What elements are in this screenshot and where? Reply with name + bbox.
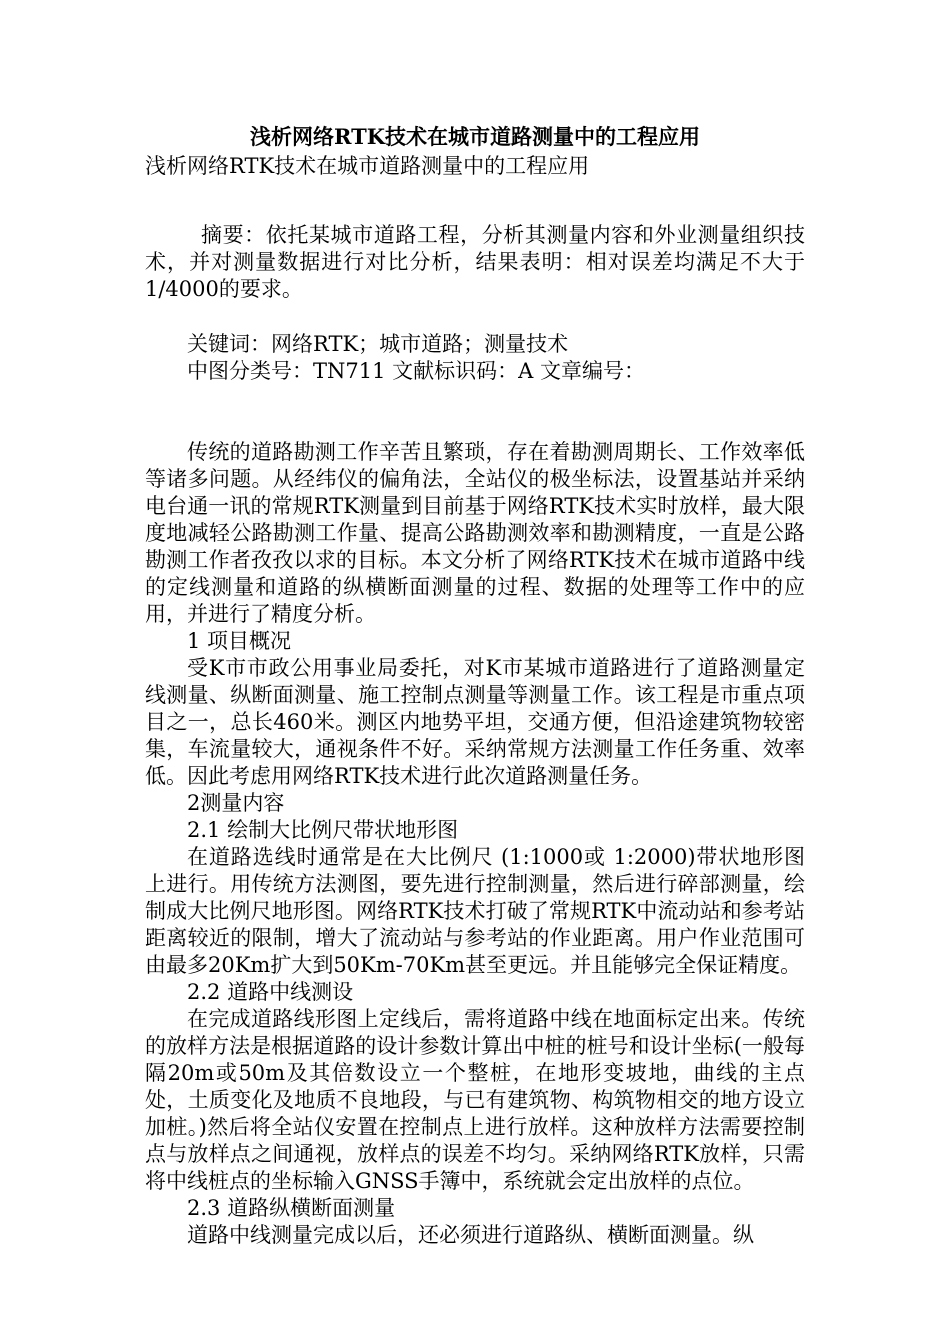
section-1-paragraph: 受K市市政公用事业局委托，对K市某城市道路进行了道路测量定线测量、纵断面测量、施工控制点测量等测量工作。该工程是市重点项目之一，总长460米。测区内地势平坦，交通方便，但沿途建筑物较密集，车流量较大，通视条件不好。采纳常规方法测量工作任务重、效率低。因此考虑用网络RTK技术进行此次道路测量任务。 bbox=[145, 656, 805, 788]
keywords: 关键词：网络RTK；城市道路；测量技术 bbox=[187, 332, 569, 356]
section-2-3-paragraph: 道路中线测量完成以后，还必须进行道路纵、横断面测量。纵 bbox=[187, 1223, 754, 1247]
section-2-2-heading: 2.2 道路中线测设 bbox=[187, 980, 354, 1004]
section-1-heading: 1 项目概况 bbox=[187, 629, 292, 653]
intro-paragraph: 传统的道路勘测工作辛苦且繁琐，存在着勘测周期长、工作效率低等诸多问题。从经纬仪的偏角法，全站仪的极坐标法，设置基站并采纳电台通一讯的常规RTK测量到目前基于网络RTK技术实时放样，最大限度地减轻公路勘测工作量、提高公路勘测效率和勘测精度，一直是公路勘测工作者孜孜以求的目标。本文分析了网络RTK技术在城市道路中线的定线测量和道路的纵横断面测量的过程、数据的处理等工作中的应用，并进行了精度分析。 bbox=[145, 440, 805, 626]
classification-line: 中图分类号：TN711 文献标识码：A 文章编号： bbox=[187, 359, 645, 383]
section-2-1-heading: 2.1 绘制大比例尺带状地形图 bbox=[187, 818, 459, 842]
document-title: 浅析网络RTK技术在城市道路测量中的工程应用 bbox=[250, 124, 700, 149]
section-2-2-paragraph: 在完成道路线形图上定线后，需将道路中线在地面标定出来。传统的放样方法是根据道路的设计参数计算出中桩的桩号和设计坐标(一般每隔20m或50m及其倍数设立一个整桩，在地形变坡地，曲线的主点处，土质变化及地质不良地段，与已有建筑物、构筑物相交的地方设立加桩。)然后将全站仪安置在控制点上进行放样。这种放样方法需要控制点与放样点之间通视，放样点的误差不均匀。采纳网络RTK放样，只需将中线桩点的坐标输入GNSS手簿中，系统就会定出放样的点位。 bbox=[145, 1007, 805, 1193]
section-2-1-paragraph: 在道路选线时通常是在大比例尺 (1:1000或 1:2000)带状地形图上进行。用传统方法测图，要先进行控制测量，然后进行碎部测量，绘制成大比例尺地形图。网络RTK技术打破了常规RTK中流动站和参考站距离较近的限制，增大了流动站与参考站的作业距离。用户作业范围可由最多20Km扩大到50Km-70Km甚至更远。并且能够完全保证精度。 bbox=[145, 845, 805, 977]
section-2-3-heading: 2.3 道路纵横断面测量 bbox=[187, 1196, 396, 1220]
document-subtitle: 浅析网络RTK技术在城市道路测量中的工程应用 bbox=[145, 154, 590, 178]
document-page bbox=[145, 122, 805, 1249]
abstract: 摘要：依托某城市道路工程，分析其测量内容和外业测量组织技术，并对测量数据进行对比分析，结果表明：相对误差均满足不大于 1/4000的要求。 bbox=[145, 223, 805, 301]
section-2-heading: 2测量内容 bbox=[187, 791, 285, 815]
